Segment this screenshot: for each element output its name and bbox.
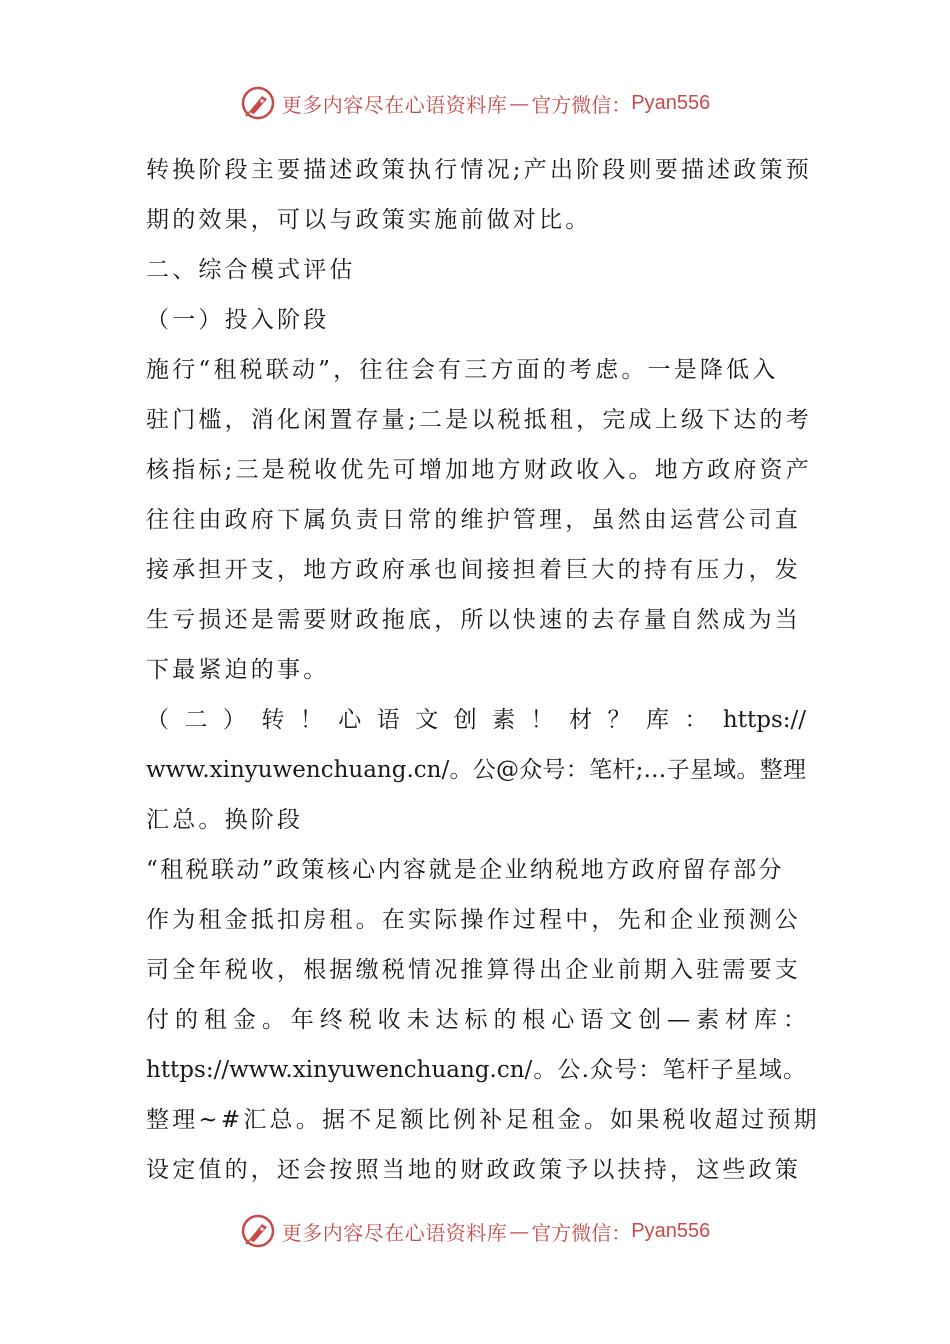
banner-wechat-label: 官方微信：	[531, 1220, 632, 1245]
text-line: “租税联动”政策核心内容就是企业纳税地方政府留存部分	[146, 857, 784, 883]
text-line: 汇总。换阶段	[146, 807, 304, 833]
text-line: 接承担开支，地方政府承也间接担着巨大的持有压力，发	[146, 557, 801, 583]
pen-nib-circle-icon	[240, 1213, 276, 1249]
header-watermark-banner	[0, 80, 950, 126]
text-line: 设定值的，还会按照当地的财政政策予以扶持，这些政策	[146, 1157, 801, 1183]
pen-nib-circle-icon	[240, 85, 276, 121]
text-line: 转换阶段主要描述政策执行情况;产出阶段则要描述政策预	[146, 157, 812, 183]
url-line: www.xinyuwenchuang.cn/。公@众号：笔杆;…子星域。整理	[146, 757, 806, 783]
text-line: 司全年税收，根据缴税情况推算得出企业前期入驻需要支	[146, 957, 801, 983]
text-line: 往往由政府下属负责日常的维护管理，虽然由运营公司直	[146, 507, 801, 533]
subsection-heading: （一）投入阶段	[146, 307, 330, 333]
text-line: 下最紧迫的事。	[146, 657, 330, 683]
banner-text: 更多内容尽在心语资料库	[281, 1220, 508, 1245]
text-line: 整理~#汇总。据不足额比例补足租金。如果税收超过预期	[146, 1107, 820, 1133]
text-line: 作为租金抵扣房租。在实际操作过程中，先和企业预测公	[146, 907, 801, 933]
section-heading: 二、综合模式评估	[146, 257, 356, 283]
text-line: 付的租金。年终税收未达标的根心语文创—素材库：	[146, 1007, 806, 1033]
footer-watermark-banner	[0, 1208, 950, 1254]
banner-separator: —	[509, 1219, 530, 1243]
text-line: 驻门槛，消化闲置存量;二是以税抵租，完成上级下达的考	[146, 407, 812, 433]
banner-wechat-id: Pyan556	[631, 1219, 711, 1242]
text-line: 生亏损还是需要财政拖底，所以快速的去存量自然成为当	[146, 607, 801, 633]
text-line: 期的效果，可以与政策实施前做对比。	[146, 207, 592, 233]
document-body	[146, 145, 820, 1195]
banner-text: 更多内容尽在心语资料库	[281, 92, 508, 117]
subsection-heading-line: （二）转！心语文创素！材？库：https://	[146, 707, 806, 733]
banner-separator: —	[509, 91, 530, 115]
text-line: 施行“租税联动”，往往会有三方面的考虑。一是降低入	[146, 357, 779, 383]
banner-wechat-id: Pyan556	[631, 91, 711, 114]
text-line: 核指标;三是税收优先可增加地方财政收入。地方政府资产	[146, 457, 812, 483]
banner-wechat-label: 官方微信：	[531, 92, 632, 117]
url-line: https://www.xinyuwenchuang.cn/。公.众号：笔杆子星域。	[146, 1057, 806, 1083]
